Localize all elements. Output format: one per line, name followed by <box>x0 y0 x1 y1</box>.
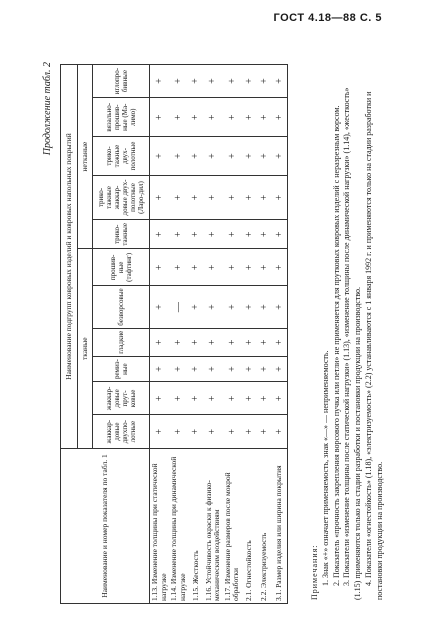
applicability-mark: + <box>272 415 288 449</box>
indicator-column-header: Наименование и номер показателя по табл. 1 <box>61 449 150 604</box>
applicability-mark: + <box>150 286 170 328</box>
applicability-mark: + <box>223 249 242 286</box>
applicability-mark: + <box>150 175 170 220</box>
applicability-mark: + <box>242 220 257 249</box>
applicability-mark: + <box>272 175 288 220</box>
applicability-mark: + <box>189 175 204 220</box>
applicability-mark: + <box>204 220 223 249</box>
applicability-mark: + <box>189 356 204 382</box>
applicability-mark: + <box>257 220 272 249</box>
column-header: ремиз-ные <box>93 356 150 382</box>
applicability-mark: + <box>272 65 288 98</box>
applicability-mark: + <box>223 220 242 249</box>
applicability-mark: + <box>189 137 204 175</box>
notes-section <box>310 70 386 600</box>
table-row <box>242 65 257 604</box>
note-item: 4. Показатели «огнестойкость» (1.18), «электризуемость» (2.2) устанавливаются с 1 января 1992 г. и применяются только на стадии разработки и постановки продукции на производство. <box>363 91 384 600</box>
applicability-mark: + <box>204 328 223 356</box>
applicability-mark: + <box>257 249 272 286</box>
applicability-mark: + <box>189 65 204 98</box>
column-header: трико-тажные <box>93 220 150 249</box>
applicability-mark: + <box>257 415 272 449</box>
applicability-mark: + <box>242 175 257 220</box>
table-row <box>189 65 204 604</box>
applicability-mark: + <box>223 137 242 175</box>
applicability-mark: + <box>242 65 257 98</box>
applicability-mark: + <box>204 65 223 98</box>
indicator-name: 1.15. Жесткость <box>189 449 204 604</box>
note-item: 2. Показатель «прочность закрепления ворсового пучка или петли» не применяется для прутковых ковровых изделий с неразрезным ворсом. <box>331 105 341 586</box>
applicability-mark: + <box>169 175 188 220</box>
applicability-mark: + <box>272 356 288 382</box>
applicability-mark: + <box>242 98 257 137</box>
indicator-name: 1.14. Изменение толщины при динамической нагрузке <box>169 449 188 604</box>
table-row <box>223 65 242 604</box>
indicator-name: 1.13. Изменение толщины при статической нагрузке <box>150 449 170 604</box>
indicator-name: 2.1. Огнестойкость <box>242 449 257 604</box>
applicability-mark: + <box>169 220 188 249</box>
applicability-mark: + <box>189 286 204 328</box>
applicability-mark: + <box>150 328 170 356</box>
applicability-mark: + <box>204 98 223 137</box>
applicability-mark: + <box>242 382 257 415</box>
applicability-mark: + <box>223 175 242 220</box>
indicator-name: 3.1. Размер изделия или ширина покрытия <box>272 449 288 604</box>
applicability-mark: + <box>223 65 242 98</box>
column-header: жаккар-довые прут-ковые <box>93 382 150 415</box>
notes-title: Примечания: <box>310 544 319 600</box>
applicability-mark: + <box>204 286 223 328</box>
applicability-mark: + <box>272 137 288 175</box>
applicability-mark: + <box>150 415 170 449</box>
table-row <box>257 65 272 604</box>
applicability-mark: + <box>272 286 288 328</box>
column-header: трико-тажные жаккар-довые двух-полотные (Ларо-дил) <box>93 175 150 220</box>
group-title-header: Наименование подгрупп ковровых изделий и ковровых напольных покрытий <box>61 65 78 449</box>
applicability-mark: + <box>257 328 272 356</box>
table-row <box>150 65 170 604</box>
applicability-mark: + <box>150 220 170 249</box>
applicability-mark: + <box>169 328 188 356</box>
applicability-mark: + <box>189 220 204 249</box>
applicability-mark: + <box>223 356 242 382</box>
indicator-name: 2.2. Электризуемость <box>257 449 272 604</box>
applicability-mark: + <box>223 98 242 137</box>
table-row <box>169 65 188 604</box>
applicability-mark: + <box>169 98 188 137</box>
applicability-mark: + <box>242 286 257 328</box>
applicability-mark: + <box>257 98 272 137</box>
applicability-mark: + <box>223 328 242 356</box>
note-item: 1. Знак «+» означает применяемость, знак «—» — неприменяемость. <box>320 350 330 586</box>
applicability-mark: + <box>257 65 272 98</box>
applicability-mark: + <box>257 286 272 328</box>
applicability-mark: + <box>169 137 188 175</box>
applicability-mark: + <box>150 382 170 415</box>
applicability-mark: — <box>169 286 188 328</box>
applicability-mark: + <box>257 175 272 220</box>
applicability-mark: + <box>169 415 188 449</box>
applicability-mark: + <box>257 137 272 175</box>
column-header: гладкие <box>93 328 150 356</box>
applicability-mark: + <box>272 328 288 356</box>
applicability-mark: + <box>189 98 204 137</box>
woven-subheader: тканые <box>78 249 93 449</box>
applicability-mark: + <box>169 382 188 415</box>
applicability-mark: + <box>223 286 242 328</box>
applicability-mark: + <box>272 98 288 137</box>
applicability-mark: + <box>242 137 257 175</box>
applicability-mark: + <box>150 65 170 98</box>
column-header: жаккар-довые двухпо-лотные <box>93 415 150 449</box>
applicability-mark: + <box>150 137 170 175</box>
applicability-mark: + <box>223 382 242 415</box>
column-header: безворсовые <box>93 286 150 328</box>
note-item: 3. Показатели «изменение толщины после статической нагрузки» (1.13), «изменение толщины после динамической нагрузки» (1.14), «жесткость» (1.15) применяются только на стадии разработки и постановки продукции на производство. <box>342 87 363 600</box>
applicability-mark: + <box>242 328 257 356</box>
column-header: трико-тажные двух-полотные <box>93 137 150 175</box>
continuation-caption: Продолжение табл. 2 <box>42 62 53 156</box>
applicability-mark: + <box>169 65 188 98</box>
applicability-mark: + <box>204 415 223 449</box>
page-header: ГОСТ 4.18—88 С. 5 <box>273 12 382 24</box>
applicability-mark: + <box>169 249 188 286</box>
applicability-mark: + <box>272 220 288 249</box>
applicability-mark: + <box>272 249 288 286</box>
indicator-name: 1.17. Изменение размеров после мокрой обработки <box>223 449 242 604</box>
table-row <box>204 65 223 604</box>
column-header: прошив-ные (тафтинг) <box>93 249 150 286</box>
applicability-mark: + <box>204 382 223 415</box>
applicability-mark: + <box>223 415 242 449</box>
applicability-mark: + <box>242 415 257 449</box>
nonwoven-subheader: нетканые <box>78 65 93 249</box>
applicability-mark: + <box>204 249 223 286</box>
column-header: иглопро-бивные <box>93 65 150 98</box>
applicability-mark: + <box>150 249 170 286</box>
applicability-mark: + <box>189 249 204 286</box>
applicability-mark: + <box>189 328 204 356</box>
applicability-mark: + <box>150 356 170 382</box>
applicability-mark: + <box>189 382 204 415</box>
applicability-table <box>60 64 288 604</box>
column-header: вязально-прошив-ные (Ма-лимо) <box>93 98 150 137</box>
table-row <box>272 65 288 604</box>
applicability-mark: + <box>257 382 272 415</box>
applicability-mark: + <box>189 415 204 449</box>
applicability-mark: + <box>150 98 170 137</box>
applicability-mark: + <box>204 175 223 220</box>
applicability-mark: + <box>257 356 272 382</box>
applicability-mark: + <box>272 382 288 415</box>
applicability-mark: + <box>169 356 188 382</box>
applicability-mark: + <box>204 356 223 382</box>
applicability-mark: + <box>242 356 257 382</box>
applicability-mark: + <box>204 137 223 175</box>
rotated-page-content <box>18 52 408 612</box>
indicator-name: 1.16. Устойчивость окраски к физико-механическим воздействиям <box>204 449 223 604</box>
applicability-mark: + <box>242 249 257 286</box>
